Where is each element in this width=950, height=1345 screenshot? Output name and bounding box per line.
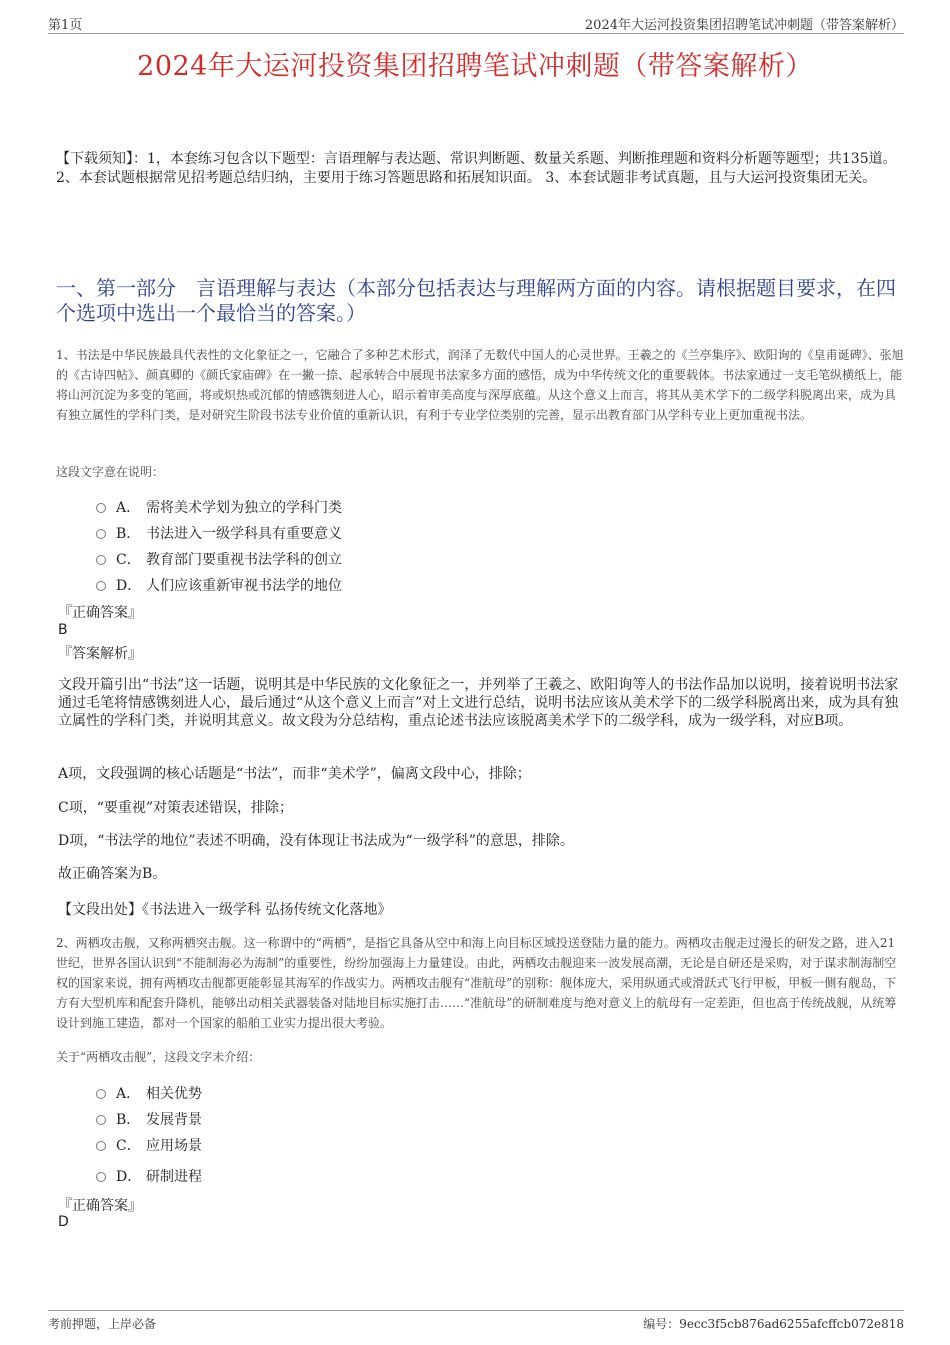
analysis-label: 『答案解析』	[58, 646, 142, 662]
correct-answer: D	[58, 1214, 69, 1230]
analysis-paragraph: D项，“书法学的地位”表述不明确，没有体现让书法成为“一级学科”的意思，排除。	[58, 833, 574, 849]
option-letter: A．	[116, 1086, 141, 1102]
option-text: 人们应该重新审视书法学的地位	[146, 578, 342, 594]
correct-answer-label: 『正确答案』	[58, 1198, 142, 1214]
question-2-text: 2、两栖攻击舰，又称两栖突击舰。这一称谓中的“两栖”，是指它具备从空中和海上向目标区域投送登陆力量的能力。两栖攻击舰走过漫长的研发之路，进入21世纪，世界各国认识到“不能制海必为海制”的重要性，纷纷加强海上力量建设。由此，两栖攻击舰迎来一波发展高潮，无论是自研还是采购，对于谋求制海制空权的国家来说，拥有两栖攻击舰都更能彰显其海军的作战实力。两栖攻击舰有“准航母”的别称：舰体庞大，采用纵通式或滑跃式飞行甲板，甲板一侧有舰岛，下方有大型机库和配套升降机，能够出动相关武器装备对陆地目标实施打击……“准航母”的研制难度与绝对意义上的航母有一定差距，但也高于传统战舰，从统筹设计到施工建造，都对一个国家的船舶工业实力提出很大考验。	[56, 936, 897, 1030]
radio-button[interactable]	[96, 581, 106, 591]
analysis-paragraph: C项，“要重视”对策表述错误，排除；	[58, 800, 294, 816]
option-text: 相关优势	[146, 1086, 202, 1102]
page-number: 第1页	[48, 18, 83, 33]
radio-button[interactable]	[96, 1115, 106, 1125]
radio-button[interactable]	[96, 555, 106, 565]
radio-button[interactable]	[96, 1141, 106, 1151]
radio-button[interactable]	[96, 1172, 106, 1182]
correct-answer: B	[58, 622, 68, 638]
page-header	[48, 12, 904, 34]
analysis-paragraph: 文段开篇引出“书法”这一话题，说明其是中华民族的文化象征之一，并列举了王羲之、欧阳询等人的书法作品加以说明，接着说明书法家通过毛笔将情感镌刻进人心，最后通过“从这个意义上而言”对上文进行总结，说明书法应该从美术学下的二级学科脱离出来，成为具有独立属性的学科门类，并说明其意义。故文段为分总结构，重点论述书法应该脱离美术学下的二级学科，成为一级学科，对应B项。	[58, 677, 899, 729]
correct-answer-label: 『正确答案』	[58, 605, 142, 621]
document-id: 编号：9ecc3f5cb876ad6255afcffcb072e818	[643, 1317, 904, 1331]
option-letter: B．	[116, 1112, 141, 1128]
analysis-paragraph: 故正确答案为B。	[58, 866, 167, 882]
analysis-paragraph: A项，文段强调的核心话题是“书法”，而非“美术学”，偏离文段中心，排除；	[58, 766, 531, 782]
footer-slogan: 考前押题，上岸必备	[48, 1317, 157, 1331]
option-letter: A．	[116, 500, 141, 516]
download-notice: 【下载须知】：1，本套练习包含以下题型：言语理解与表达题、常识判断题、数量关系题、判断推理题和资料分析题等题型；共135道。 2、本套试题根据常见招考题总结归纳，主要用于练习答题思路和拓展知识面。 3、本套试题非考试真题，且与大运河投资集团无关。	[56, 151, 897, 186]
section-heading: 一、第一部分 言语理解与表达（本部分包括表达与理解两方面的内容。请根据题目要求，在四个选项中选出一个最恰当的答案。）	[56, 276, 896, 325]
option-text: 发展背景	[146, 1112, 202, 1128]
question-1-prompt: 这段文字意在说明：	[56, 465, 165, 479]
page-title: 2024年大运河投资集团招聘笔试冲刺题（带答案解析）	[137, 51, 813, 82]
option-text: 研制进程	[146, 1169, 202, 1185]
footer-divider	[48, 1310, 904, 1311]
option-letter: B．	[116, 526, 141, 542]
option-letter: D．	[116, 578, 142, 594]
radio-button[interactable]	[96, 503, 106, 513]
option-text: 应用场景	[146, 1138, 202, 1154]
option-letter: D．	[116, 1169, 142, 1185]
option-letter: C．	[116, 1138, 141, 1154]
option-text: 书法进入一级学科具有重要意义	[146, 526, 342, 542]
option-text: 教育部门要重视书法学科的创立	[146, 552, 342, 568]
option-letter: C．	[116, 552, 141, 568]
option-text: 需将美术学划为独立的学科门类	[146, 500, 342, 516]
question-1-text: 1、书法是中华民族最具代表性的文化象征之一，它融合了多种艺术形式，润泽了无数代中国人的心灵世界。王羲之的《兰亭集序》、欧阳询的《皇甫诞碑》、张旭的《古诗四帖》、颜真卿的《颜氏家庙碑》在一撇一捺、起承转合中展现书法家多方面的感悟，成为中华传统文化的重要载体。书法家通过一支毛笔纵横纸上，能将山河沉淀为多变的笔画，将或炽热或沉郁的情感镌刻进人心，昭示着审美高度与深厚底蕴。从这个意义上而言，将其从美术学下的二级学科脱离出来，成为具有独立属性的学科门类，是对研究生阶段书法专业价值的重新认识，有利于专业学位类别的完善，显示出教育部门从学科专业上更加重视书法。	[56, 348, 904, 422]
question-2-prompt: 关于“两栖攻击舰”，这段文字未介绍：	[56, 1050, 261, 1064]
header-doc-title: 2024年大运河投资集团招聘笔试冲刺题（带答案解析）	[584, 18, 904, 33]
passage-source: 【文段出处】《书法进入一级学科 弘扬传统文化落地》	[58, 902, 392, 918]
radio-button[interactable]	[96, 529, 106, 539]
radio-button[interactable]	[96, 1089, 106, 1099]
